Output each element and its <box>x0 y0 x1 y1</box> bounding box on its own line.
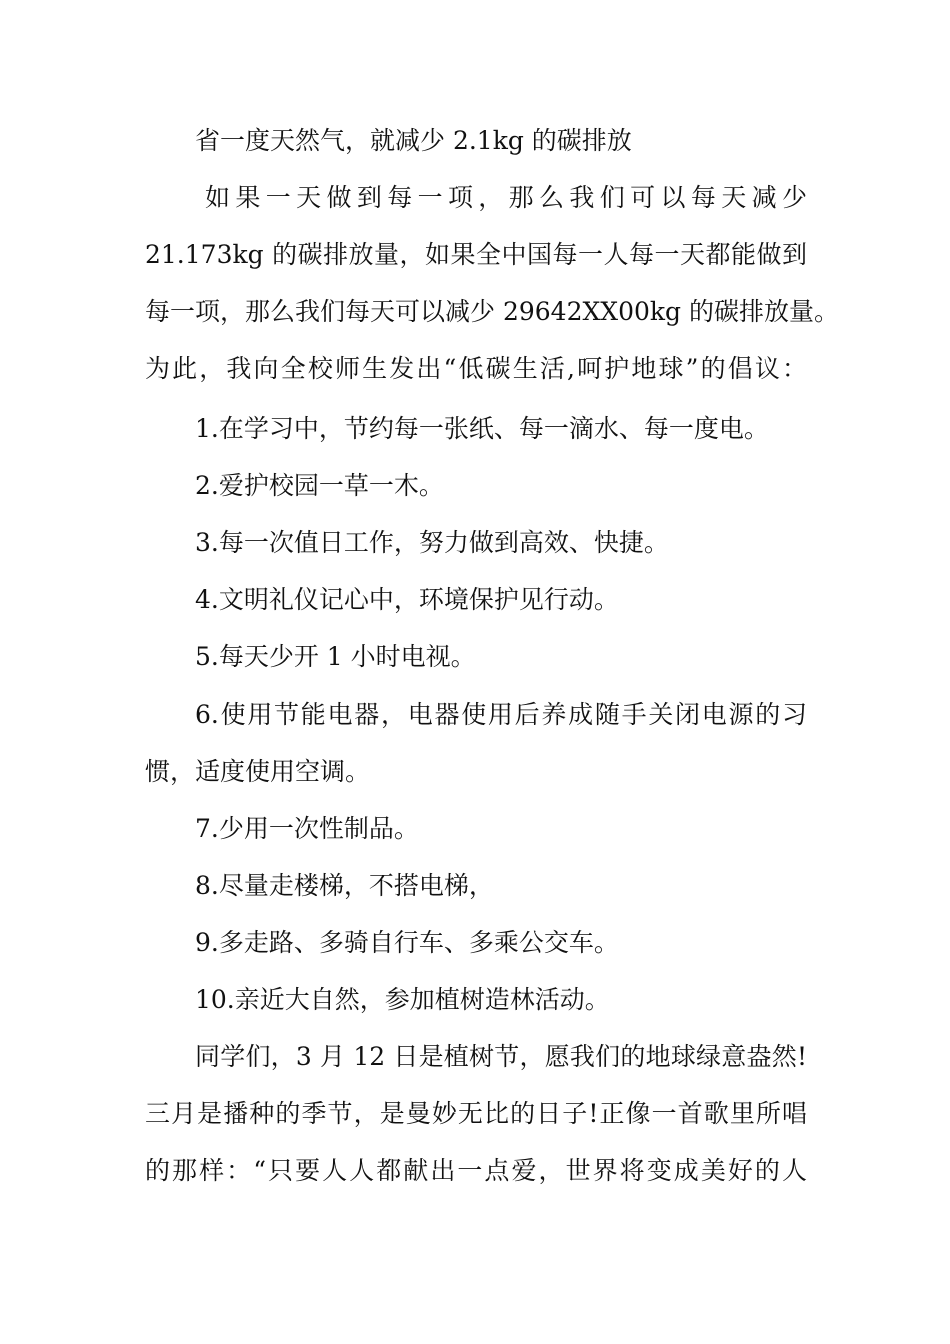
list-item: 5.每天少开 1 小时电视。 <box>195 642 476 671</box>
text-line: 的那样：“只要人人都献出一点爱，世界将变成美好的人 <box>145 1156 807 1185</box>
list-item: 7.少用一次性制品。 <box>195 814 419 843</box>
list-item: 9.多走路、多骑自行车、多乘公交车。 <box>195 928 619 957</box>
list-item: 2.爱护校园一草一木。 <box>195 471 444 500</box>
text-line: 惯，适度使用空调。 <box>145 757 371 786</box>
list-item: 6.使用节能电器，电器使用后养成随手关闭电源的习 <box>195 700 807 729</box>
text-line: 同学们，3 月 12 日是植树节，愿我们的地球绿意盎然! <box>195 1042 807 1071</box>
text-line: 21.173kg 的碳排放量，如果全中国每一人每一天都能做到 <box>145 240 807 269</box>
text-line: 为此，我向全校师生发出“低碳生活,呵护地球”的倡议： <box>145 354 807 383</box>
list-item: 1.在学习中，节约每一张纸、每一滴水、每一度电。 <box>195 414 769 443</box>
text-line: 如果一天做到每一项，那么我们可以每天减少 <box>205 183 807 212</box>
text-line: 省一度天然气，就减少 2.1kg 的碳排放 <box>195 126 632 155</box>
text-line: 三月是播种的季节，是曼妙无比的日子!正像一首歌里所唱 <box>145 1099 807 1128</box>
list-item: 8.尽量走楼梯，不搭电梯， <box>195 871 494 900</box>
list-item: 4.文明礼仪记心中，环境保护见行动。 <box>195 585 619 614</box>
list-item: 10.亲近大自然，参加植树造林活动。 <box>195 985 610 1014</box>
text-line: 每一项，那么我们每天可以减少 29642XX00kg 的碳排放量。 <box>145 297 839 326</box>
list-item: 3.每一次值日工作，努力做到高效、快捷。 <box>195 528 669 557</box>
